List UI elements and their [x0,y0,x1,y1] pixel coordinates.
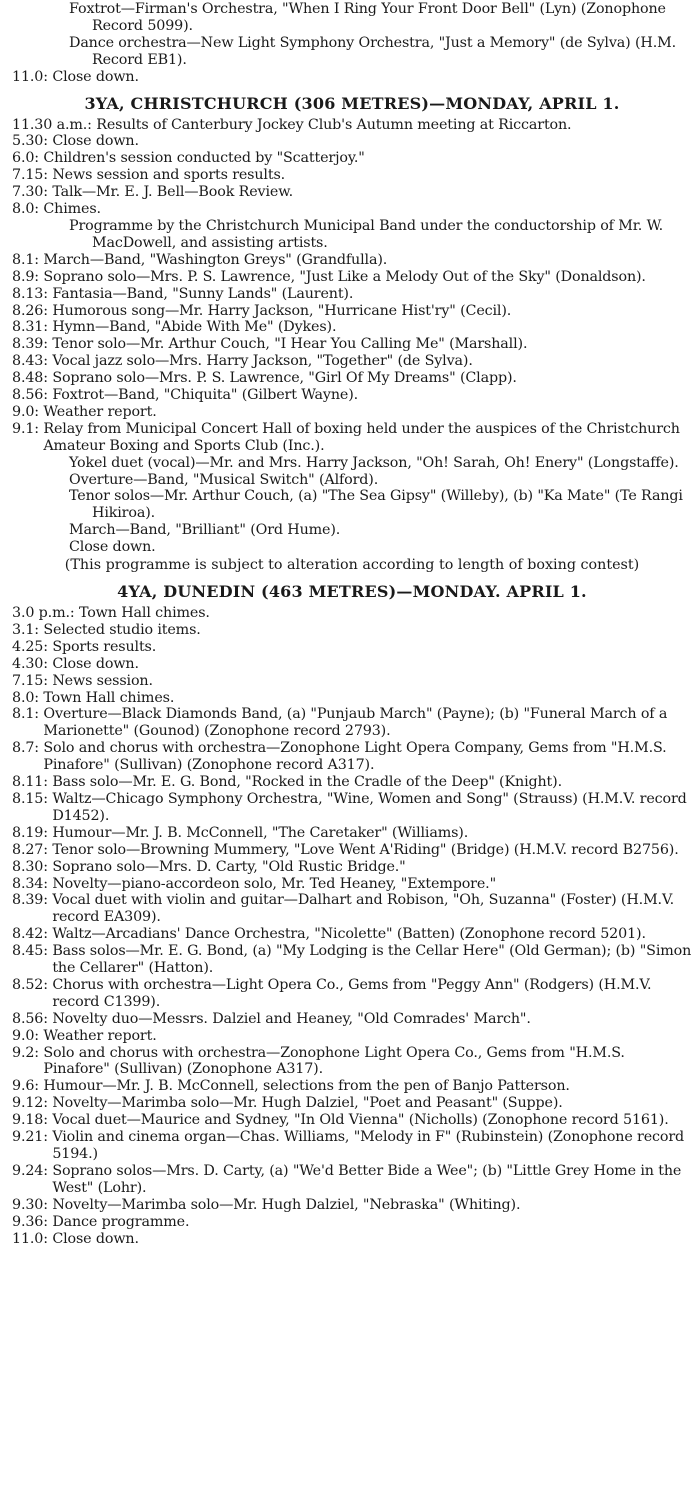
programme-text: Tenor solo—Mr. Arthur Couch, "I Hear You Calling Me" (Marshall). [52,336,528,353]
programme-time: 5.30: [12,133,48,150]
programme-text: Close down. [52,1230,139,1247]
programme-text: Humour—Mr. J. B. McConnell, "The Caretaker" (Williams). [52,824,469,841]
programme-item [12,522,692,539]
programme-item [12,622,692,639]
programme-time: 8.0: [12,689,39,706]
programme-text: Tenor solos—Mr. Arthur Couch, (a) "The Sea Gipsy" (Willeby), (b) "Ka Mate" (Te Rangi Hikiroa). [69,488,683,522]
programme-text: Programme by the Christchurch Municipal Band under the conductorship of Mr. W. MacDowell, and assisting artists. [69,217,664,251]
programme-time: 9.12: [12,1095,48,1112]
programme-item [12,1231,692,1248]
programme-text: Results of Canterbury Jockey Club's Autumn meeting at Riccarton. [96,116,572,133]
section-heading-3ya: 3YA, CHRISTCHURCH (306 METRES)—MONDAY, APRIL 1. [84,93,620,113]
programme-item [12,1214,692,1231]
programme-item [12,1112,692,1129]
programme-item [12,859,692,876]
programme-item [12,926,692,943]
programme-text: March—Band, "Brilliant" (Ord Hume). [69,522,341,539]
programme-text: Fantasia—Band, "Sunny Lands" (Laurent). [52,285,354,302]
programme-text: Close down. [52,133,139,150]
programme-text: Dance orchestra—New Light Symphony Orchestra, "Just a Memory" (de Sylva) (H.M. Record EB1). [69,34,676,68]
programme-item [12,421,692,455]
programme-item [12,117,692,134]
programme-text: Selected studio items. [43,621,201,638]
programme-time: 9.0: [12,1027,39,1044]
programme-text: Novelty—Marimba solo—Mr. Hugh Dalziel, "Nebraska" (Whiting). [52,1196,521,1213]
programme-item [12,252,692,269]
programme-item [12,303,692,320]
programme-time: 8.15: [12,790,48,807]
programme-text: Hymn—Band, "Abide With Me" (Dykes). [52,319,337,336]
programme-item [12,370,692,387]
programme-text: Tenor solo—Browning Mummery, "Love Went A'Riding" (Bridge) (H.M.V. record B2756). [52,841,679,858]
programme-text: Relay from Municipal Concert Hall of boxing held under the auspices of the Christchurch Amateur Boxing and Sports Club (Inc.). [43,420,680,454]
programme-item [12,167,692,184]
programme-text: Bass solo—Mr. E. G. Bond, "Rocked in the Cradle of the Deep" (Knight). [52,774,562,791]
programme-item [12,605,692,622]
top-continuation [12,1,692,86]
programme-time: 8.34: [12,875,48,892]
programme-time: 9.1: [12,420,39,437]
programme-item [12,1011,692,1028]
programme-text: Yokel duet (vocal)—Mr. and Mrs. Harry Jackson, "Oh! Sarah, Oh! Enery" (Longstaffe). [69,454,679,471]
boxing-note: (This programme is subject to alteration according to length of boxing contest) [64,557,640,574]
programme-time: 8.0: [12,201,39,218]
programme-text: Violin and cinema organ—Chas. Williams, "Melody in F" (Rubinstein) (Zonophone record 5194.) [52,1129,685,1162]
programme-time: 4.30: [12,655,48,672]
programme-text: Novelty duo—Messrs. Dalziel and Heaney, "Old Comrades' March". [52,1010,531,1027]
programme-item [12,690,692,707]
programme-text: Town Hall chimes. [43,689,175,706]
programme-text: Dance programme. [52,1213,190,1230]
programme-text: Town Hall chimes. [78,605,210,621]
programme-text: Overture—Black Diamonds Band, (a) "Punjaub March" (Payne); (b) "Funeral March of a Marionette" (Gounod) (Zonophone record 2793). [43,706,668,740]
programme-item [12,184,692,201]
programme-item [12,1028,692,1045]
programme-list-4ya [12,605,692,1247]
programme-item [12,740,692,774]
programme-text: News session and sports results. [52,167,286,184]
programme-item [12,825,692,842]
programme-time: 8.19: [12,824,48,841]
programme-text: Bass solos—Mr. E. G. Bond, (a) "My Lodging is the Cellar Here" (Old German); (b) "Simon the Cellarer" (Hatton). [52,943,692,977]
programme-text: Novelty—Marimba solo—Mr. Hugh Dalziel, "Poet and Peasant" (Suppe). [52,1095,563,1112]
programme-item [12,1045,692,1079]
programme-time: 8.42: [12,926,48,943]
programme-text: Foxtrot—Firman's Orchestra, "When I Ring Your Front Door Bell" (Lyn) (Zonophone Record 5099). [69,1,666,34]
programme-item [12,35,692,69]
programme-item [12,1197,692,1214]
programme-time: 8.27: [12,841,48,858]
programme-item [12,1129,692,1163]
programme-text: Close down. [52,655,139,672]
programme-text: Waltz—Arcadians' Dance Orchestra, "Nicolette" (Batten) (Zonophone record 5201). [52,926,646,943]
programme-list-3ya [12,117,692,557]
programme-item [12,488,692,522]
programme-text: Vocal duet with violin and guitar—Dalhart and Robison, "Oh, Suzanna" (Foster) (H.M.V. record EA309). [52,892,675,926]
programme-item [12,201,692,218]
programme-time: 3.1: [12,621,39,638]
programme-item [12,673,692,690]
programme-time: 7.15: [12,672,48,689]
programme-text: Close down. [52,68,139,85]
programme-item [12,336,692,353]
programme-item [12,387,692,404]
programme-item [12,69,692,86]
programme-text: Vocal jazz solo—Mrs. Harry Jackson, "Together" (de Sylva). [52,353,473,370]
programme-time: 7.15: [12,167,48,184]
programme-text: Weather report. [43,403,157,420]
programme-item [12,1095,692,1112]
programme-time: 11.30 a.m.: [12,116,92,133]
programme-time: 8.45: [12,943,48,960]
programme-text: Sports results. [52,638,157,655]
section-3ya [12,94,692,574]
programme-time: 8.30: [12,858,48,875]
programme-text: News session. [52,672,153,689]
programme-time: 9.21: [12,1129,48,1146]
programme-item [12,150,692,167]
programme-time: 8.1: [12,706,39,723]
programme-item [12,943,692,977]
programme-item [12,269,692,286]
programme-item [12,319,692,336]
programme-time: 8.56: [12,1010,48,1027]
programme-item [12,892,692,926]
programme-item [12,455,692,472]
programme-item [12,656,692,673]
programme-text: Close down. [69,539,156,556]
programme-text: Soprano solo—Mrs. P. S. Lawrence, "Girl Of My Dreams" (Clapp). [52,370,517,387]
programme-time: 11.0: [12,68,48,85]
programme-text: Waltz—Chicago Symphony Orchestra, "Wine, Women and Song" (Strauss) (H.M.V. record D1452). [52,790,687,824]
programme-time: 8.48: [12,370,48,387]
programme-item [12,774,692,791]
programme-text: Novelty—piano-accordeon solo, Mr. Ted Heaney, "Extempore." [52,875,496,892]
programme-time: 4.25: [12,638,48,655]
programme-time: 9.6: [12,1078,39,1095]
programme-text: Solo and chorus with orchestra—Zonophone Light Opera Company, Gems from "H.M.S. Pinafore" (Sullivan) (Zonophone record A317). [43,740,667,774]
programme-text: Chorus with orchestra—Light Opera Co., Gems from "Peggy Ann" (Rodgers) (H.M.V. record C1399). [52,976,652,1010]
programme-item [12,539,692,556]
programme-time: 8.11: [12,774,48,791]
programme-text: Chimes. [43,201,101,218]
programme-item [12,133,692,150]
programme-item [12,706,692,740]
section-4ya [12,582,692,1247]
programme-time: 9.24: [12,1162,48,1179]
programme-text: Humorous song—Mr. Harry Jackson, "Hurricane Hist'ry" (Cecil). [52,302,512,319]
programme-time: 6.0: [12,150,39,167]
programme-time: 9.36: [12,1213,48,1230]
programme-time: 3.0 p.m.: [12,605,75,621]
programme-text: Solo and chorus with orchestra—Zonophone Light Opera Co., Gems from "H.M.S. Pinafore" (Sullivan) (Zonophone A317). [43,1044,625,1078]
programme-item [12,353,692,370]
programme-time: 7.30: [12,184,48,201]
programme-item [12,218,692,252]
programme-time: 8.26: [12,302,48,319]
programme-time: 8.31: [12,319,48,336]
programme-text: March—Band, "Washington Greys" (Grandfulla). [43,251,388,268]
programme-text: Vocal duet—Maurice and Sydney, "In Old Vienna" (Nicholls) (Zonophone record 5161). [52,1112,669,1129]
programme-text: Overture—Band, "Musical Switch" (Alford). [69,471,379,488]
programme-item [12,404,692,421]
programme-time: 8.43: [12,353,48,370]
section-heading-4ya: 4YA, DUNEDIN (463 METRES)—MONDAY. APRIL 1. [117,582,587,601]
programme-text: Soprano solo—Mrs. D. Carty, "Old Rustic Bridge." [52,858,406,875]
programme-item [12,1078,692,1095]
programme-item [12,639,692,656]
programme-item [12,1,692,35]
programme-time: 8.13: [12,285,48,302]
programme-text: Foxtrot—Band, "Chiquita" (Gilbert Wayne). [52,387,359,404]
programme-item [12,286,692,303]
programme-text: Talk—Mr. E. J. Bell—Book Review. [52,184,293,201]
programme-time: 8.52: [12,976,48,993]
programme-time: 8.39: [12,892,48,909]
programme-time: 9.0: [12,403,39,420]
programme-item [12,977,692,1011]
programme-text: Soprano solo—Mrs. P. S. Lawrence, "Just Like a Melody Out of the Sky" (Donaldson). [43,268,646,285]
programme-time: 9.30: [12,1196,48,1213]
programme-time: 8.9: [12,268,39,285]
programme-text: Weather report. [43,1027,157,1044]
programme-time: 8.56: [12,387,48,404]
programme-time: 8.1: [12,251,39,268]
programme-time: 9.2: [12,1044,39,1061]
programme-text: Children's session conducted by "Scatterjoy." [43,150,365,167]
programme-time: 8.39: [12,336,48,353]
programme-time: 9.18: [12,1112,48,1129]
programme-item [12,1163,692,1197]
programme-time: 8.7: [12,740,39,757]
programme-text: Humour—Mr. J. B. McConnell, selections from the pen of Banjo Patterson. [43,1078,570,1095]
programme-item [12,791,692,825]
programme-item [12,472,692,489]
programme-item [12,842,692,859]
programme-item [12,876,692,893]
programme-text: Soprano solos—Mrs. D. Carty, (a) "We'd Better Bide a Wee"; (b) "Little Grey Home in the West" (Lohr). [52,1162,682,1196]
programme-time: 11.0: [12,1230,48,1247]
